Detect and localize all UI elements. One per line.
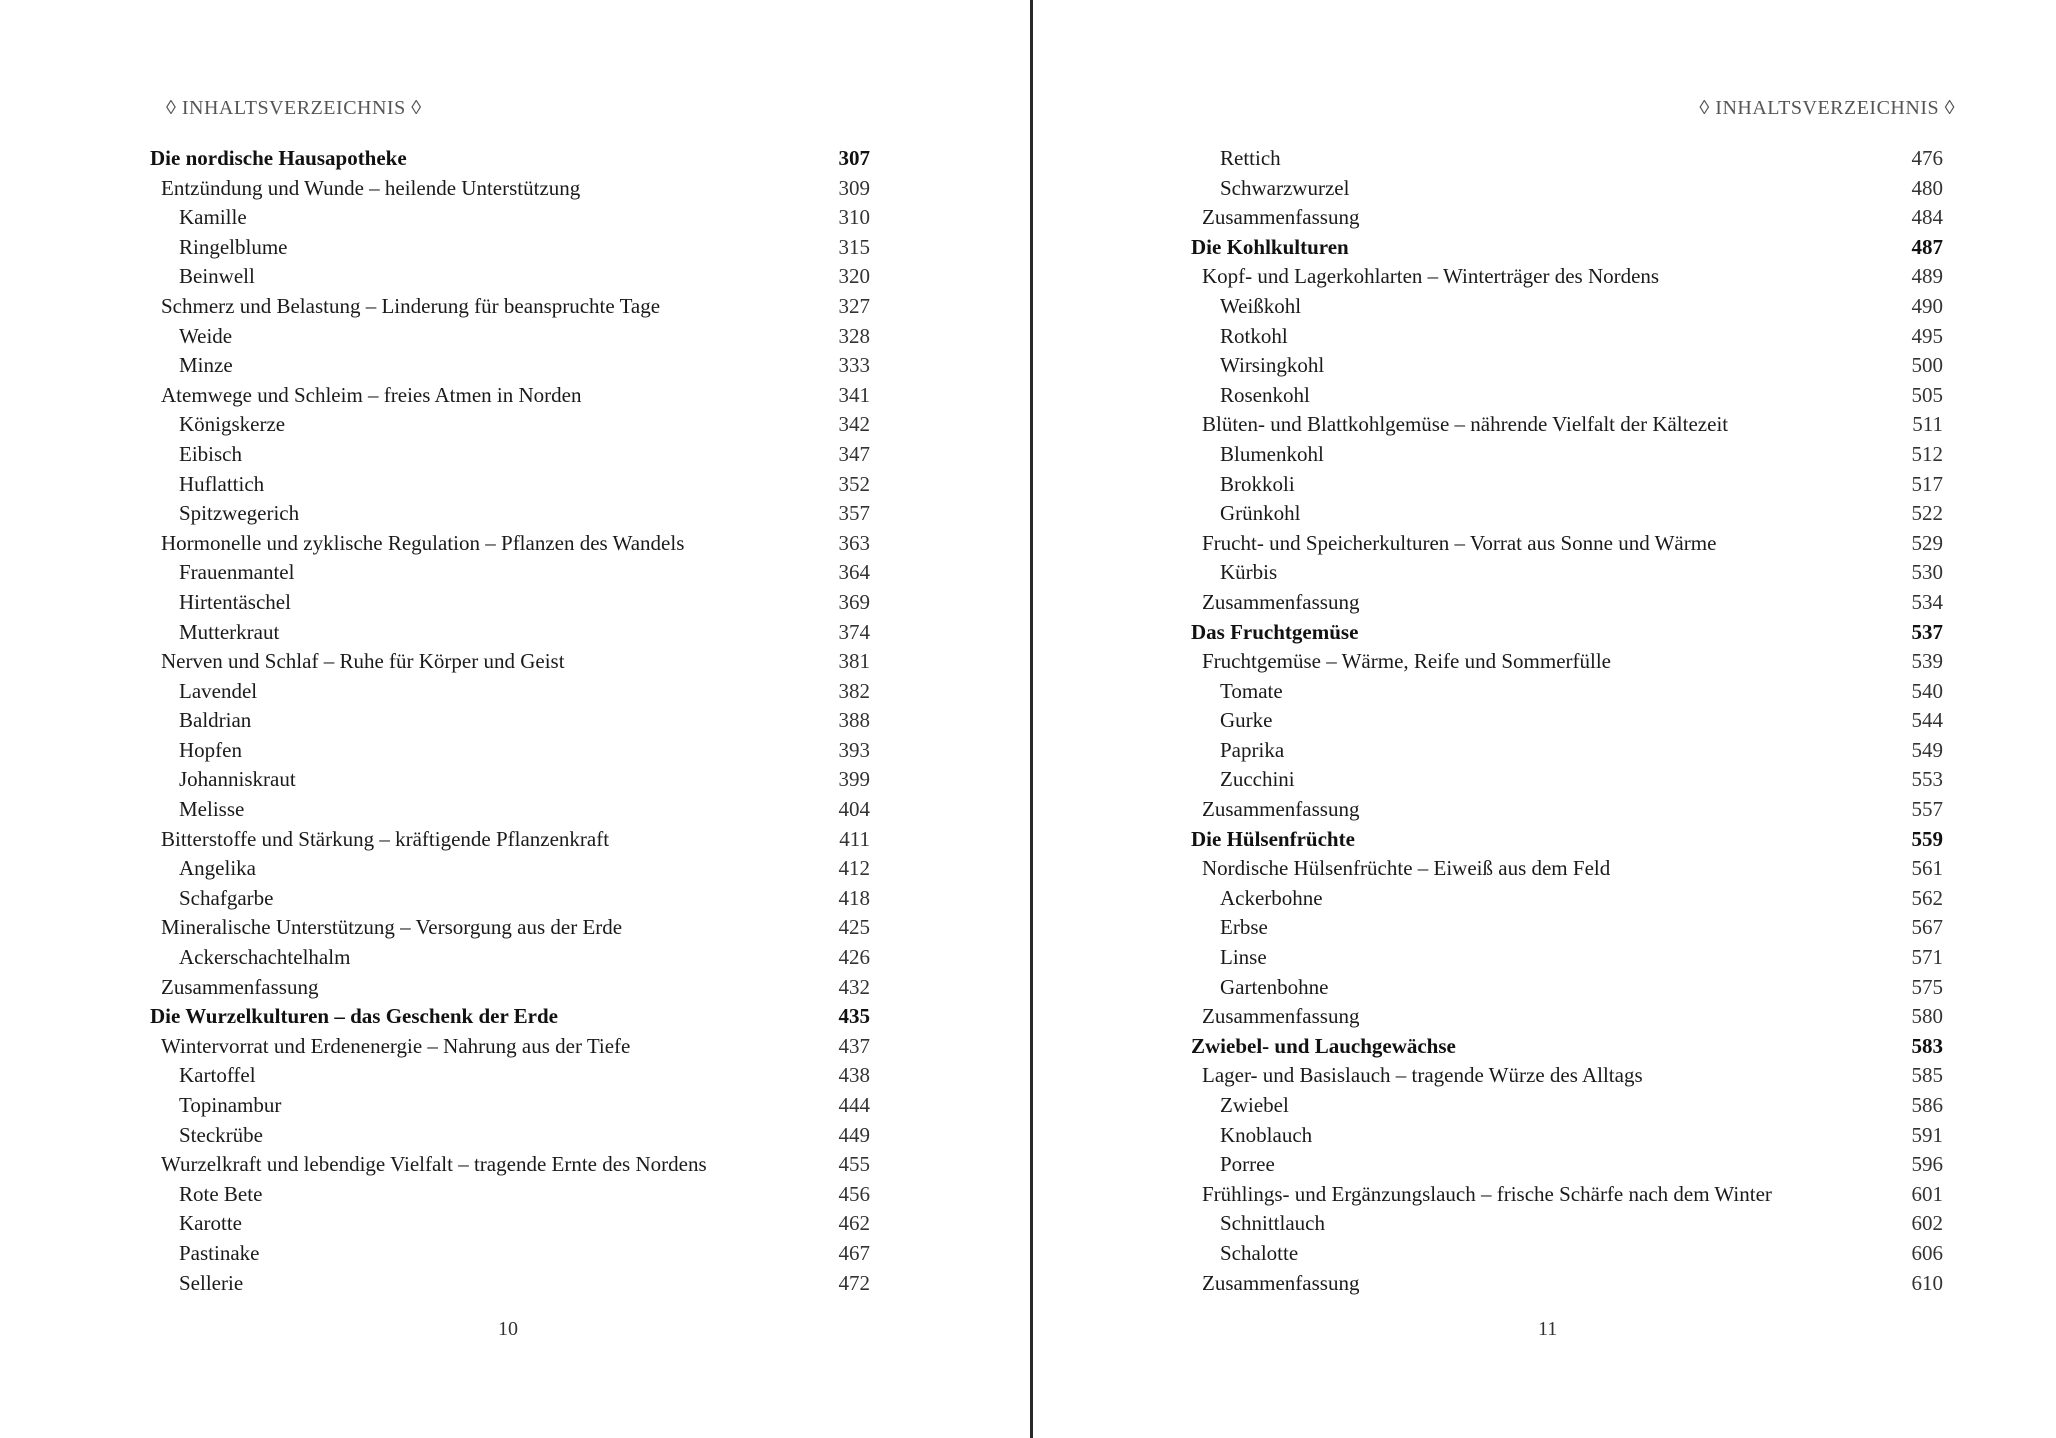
toc-entry-page: 557 (1911, 797, 1943, 822)
toc-subsection-entry (1191, 351, 1943, 381)
toc-chapter-entry (1191, 233, 1943, 263)
toc-subsection-entry (1191, 736, 1943, 766)
toc-entry-title: Zusammenfassung (161, 974, 319, 999)
toc-section-entry (1191, 1180, 1943, 1210)
toc-entry-page: 559 (1911, 826, 1943, 851)
toc-entry-page: 530 (1911, 560, 1943, 585)
toc-entry-title: Fruchtgemüse – Wärme, Reife und Sommerfülle (1202, 649, 1612, 674)
toc-subsection-entry (150, 1061, 870, 1091)
toc-entry-page: 571 (1911, 945, 1943, 970)
toc-subsection-entry (1191, 1091, 1943, 1121)
toc-chapter-entry (1191, 618, 1943, 648)
toc-entry-page: 333 (838, 353, 870, 378)
toc-entry-title: Zucchini (1220, 767, 1295, 792)
toc-section-entry (150, 1150, 870, 1180)
toc-subsection-entry (150, 499, 870, 529)
toc-entry-title: Schafgarbe (179, 885, 274, 910)
toc-entry-title: Wirsingkohl (1220, 353, 1325, 378)
page-number: 11 (1538, 1318, 1558, 1340)
toc-entry-title: Spitzwegerich (179, 501, 300, 526)
toc-subsection-entry (1191, 381, 1943, 411)
toc-subsection-entry (1191, 1239, 1943, 1269)
toc-entry-page: 476 (1911, 146, 1943, 170)
toc-entry-title: Pastinake (179, 1240, 260, 1265)
toc-entry-page: 602 (1911, 1211, 1943, 1236)
toc-entry-page: 412 (838, 856, 870, 881)
toc-subsection-entry (1191, 677, 1943, 707)
toc-entry-page: 393 (838, 737, 870, 762)
toc-entry-title: Atemwege und Schleim – freies Atmen in Norden (161, 382, 582, 407)
toc-entry-page: 320 (838, 264, 870, 289)
toc-entry-title: Rosenkohl (1220, 382, 1310, 407)
toc-entry-page: 544 (1911, 708, 1943, 733)
running-head: ◊ INHALTSVERZEICHNIS ◊ (166, 97, 422, 119)
toc-entry-title: Gurke (1220, 708, 1273, 733)
toc-entry-title: Ackerbohne (1220, 885, 1323, 910)
table-of-contents (1191, 144, 1943, 1298)
toc-entry-page: 561 (1911, 856, 1943, 881)
toc-entry-title: Schalotte (1220, 1240, 1299, 1265)
toc-subsection-entry (1191, 470, 1943, 500)
toc-section-entry (1191, 410, 1943, 440)
toc-subsection-entry (1191, 322, 1943, 352)
toc-section-entry (150, 973, 870, 1003)
toc-entry-page: 606 (1911, 1240, 1943, 1265)
toc-entry-page: 534 (1911, 589, 1943, 614)
right-page (1033, 0, 2056, 1438)
toc-subsection-entry (150, 262, 870, 292)
toc-entry-page: 456 (838, 1181, 870, 1206)
toc-entry-title: Schmerz und Belastung – Linderung für beanspruchte Tage (161, 293, 661, 318)
toc-entry-title: Minze (179, 353, 233, 378)
toc-entry-title: Zusammenfassung (1202, 205, 1360, 230)
toc-entry-page: 352 (838, 471, 870, 496)
toc-entry-title: Wintervorrat und Erdenenergie – Nahrung aus der Tiefe (161, 1033, 631, 1058)
toc-entry-page: 435 (838, 1004, 870, 1029)
toc-entry-page: 591 (1911, 1122, 1943, 1147)
toc-subsection-entry (150, 322, 870, 352)
toc-subsection-entry (1191, 943, 1943, 973)
toc-entry-title: Sellerie (179, 1270, 244, 1295)
toc-section-entry (1191, 647, 1943, 677)
toc-section-entry (1191, 529, 1943, 559)
toc-entry-title: Zusammenfassung (1202, 1004, 1360, 1029)
toc-subsection-entry (150, 1209, 870, 1239)
toc-entry-title: Bitterstoffe und Stärkung – kräftigende Pflanzenkraft (161, 826, 610, 851)
toc-entry-title: Nerven und Schlaf – Ruhe für Körper und Geist (161, 649, 565, 674)
toc-entry-title: Kopf- und Lagerkohlarten – Winterträger des Nordens (1202, 264, 1660, 289)
toc-entry-title: Zusammenfassung (1202, 589, 1360, 614)
toc-entry-title: Nordische Hülsenfrüchte – Eiweiß aus dem Feld (1202, 856, 1611, 881)
toc-subsection-entry (150, 470, 870, 500)
toc-entry-title: Die Wurzelkulturen – das Geschenk der Erde (150, 1004, 558, 1029)
toc-entry-title: Ringelblume (179, 234, 288, 259)
toc-entry-title: Schnittlauch (1220, 1211, 1325, 1236)
toc-entry-title: Entzündung und Wunde – heilende Unterstützung (161, 175, 581, 200)
toc-section-entry (1191, 1269, 1943, 1299)
toc-entry-page: 388 (838, 708, 870, 733)
toc-entry-title: Zwiebel (1220, 1093, 1289, 1117)
toc-section-entry (150, 529, 870, 559)
toc-subsection-entry (150, 558, 870, 588)
toc-entry-title: Huflattich (179, 471, 265, 496)
toc-entry-page: 505 (1911, 382, 1943, 407)
toc-subsection-entry (150, 1269, 870, 1299)
toc-entry-title: Lager- und Basislauch – tragende Würze des Alltags (1202, 1063, 1643, 1088)
toc-entry-title: Ackerschachtelhalm (179, 945, 351, 970)
toc-subsection-entry (1191, 558, 1943, 588)
toc-section-entry (1191, 203, 1943, 233)
toc-entry-title: Gartenbohne (1220, 974, 1329, 999)
toc-subsection-entry (1191, 706, 1943, 736)
toc-entry-title: Johanniskraut (179, 767, 296, 792)
toc-entry-page: 341 (838, 382, 870, 407)
toc-entry-page: 540 (1911, 678, 1943, 703)
toc-entry-title: Knoblauch (1220, 1122, 1313, 1147)
toc-subsection-entry (1191, 144, 1943, 174)
running-head: ◊ INHALTSVERZEICHNIS ◊ (1699, 97, 1955, 119)
toc-entry-page: 307 (838, 146, 870, 170)
toc-section-entry (1191, 262, 1943, 292)
toc-entry-page: 399 (838, 767, 870, 792)
toc-section-entry (1191, 588, 1943, 618)
toc-subsection-entry (1191, 765, 1943, 795)
toc-entry-page: 425 (838, 915, 870, 940)
toc-entry-page: 328 (838, 323, 870, 348)
toc-entry-title: Weißkohl (1220, 293, 1302, 318)
toc-subsection-entry (1191, 440, 1943, 470)
toc-entry-title: Linse (1220, 945, 1267, 970)
toc-entry-title: Blumenkohl (1220, 441, 1324, 466)
toc-section-entry (150, 381, 870, 411)
toc-subsection-entry (150, 706, 870, 736)
toc-entry-page: 411 (839, 826, 870, 851)
toc-entry-title: Hormonelle und zyklische Regulation – Pflanzen des Wandels (161, 530, 685, 555)
toc-entry-title: Rettich (1220, 146, 1281, 170)
toc-entry-title: Mutterkraut (179, 619, 280, 644)
toc-entry-page: 467 (838, 1240, 870, 1265)
toc-entry-page: 489 (1911, 264, 1943, 289)
toc-chapter-entry (150, 1002, 870, 1032)
toc-entry-title: Porree (1220, 1152, 1275, 1177)
toc-subsection-entry (150, 410, 870, 440)
toc-entry-title: Lavendel (179, 678, 258, 703)
toc-subsection-entry (150, 884, 870, 914)
toc-section-entry (150, 1032, 870, 1062)
toc-subsection-entry (150, 588, 870, 618)
toc-entry-title: Frühlings- und Ergänzungslauch – frische Schärfe nach dem Winter (1202, 1181, 1772, 1206)
toc-subsection-entry (150, 1121, 870, 1151)
toc-section-entry (1191, 1002, 1943, 1032)
toc-subsection-entry (150, 1180, 870, 1210)
page-number: 10 (498, 1318, 518, 1340)
toc-entry-page: 580 (1911, 1004, 1943, 1029)
toc-entry-title: Topinambur (179, 1093, 282, 1117)
toc-entry-title: Baldrian (179, 708, 252, 733)
toc-entry-page: 596 (1911, 1152, 1943, 1177)
toc-entry-title: Die Kohlkulturen (1191, 234, 1349, 259)
toc-entry-title: Brokkoli (1220, 471, 1295, 496)
toc-subsection-entry (150, 765, 870, 795)
toc-section-entry (1191, 854, 1943, 884)
toc-entry-title: Das Fruchtgemüse (1191, 619, 1359, 644)
toc-entry-title: Hopfen (179, 737, 242, 762)
toc-entry-title: Kamille (179, 205, 247, 230)
toc-entry-page: 537 (1911, 619, 1943, 644)
toc-entry-title: Die Hülsenfrüchte (1191, 826, 1355, 851)
toc-entry-title: Rotkohl (1220, 323, 1288, 348)
toc-entry-title: Kartoffel (179, 1063, 256, 1088)
toc-entry-page: 517 (1911, 471, 1943, 496)
toc-entry-page: 575 (1911, 974, 1943, 999)
toc-section-entry (1191, 795, 1943, 825)
toc-entry-page: 327 (838, 293, 870, 318)
toc-entry-page: 610 (1911, 1270, 1943, 1295)
toc-subsection-entry (150, 440, 870, 470)
toc-subsection-entry (1191, 499, 1943, 529)
toc-entry-page: 585 (1911, 1063, 1943, 1088)
toc-entry-page: 500 (1911, 353, 1943, 378)
toc-entry-title: Grünkohl (1220, 501, 1301, 526)
toc-entry-page: 310 (838, 205, 870, 230)
toc-entry-page: 462 (838, 1211, 870, 1236)
toc-entry-title: Tomate (1220, 678, 1283, 703)
toc-entry-title: Angelika (179, 856, 256, 881)
toc-entry-title: Melisse (179, 797, 245, 822)
toc-section-entry (150, 825, 870, 855)
toc-section-entry (150, 174, 870, 204)
toc-entry-page: 363 (838, 530, 870, 555)
toc-entry-page: 586 (1911, 1093, 1943, 1117)
toc-entry-page: 495 (1911, 323, 1943, 348)
toc-entry-page: 512 (1911, 441, 1943, 466)
toc-section-entry (150, 647, 870, 677)
toc-section-entry (1191, 1061, 1943, 1091)
toc-entry-page: 418 (838, 885, 870, 910)
toc-subsection-entry (150, 677, 870, 707)
toc-entry-page: 382 (838, 678, 870, 703)
toc-entry-title: Zusammenfassung (1202, 1270, 1360, 1295)
toc-entry-page: 444 (838, 1093, 870, 1117)
toc-subsection-entry (1191, 884, 1943, 914)
toc-subsection-entry (150, 736, 870, 766)
table-of-contents (150, 144, 870, 1298)
toc-entry-title: Frucht- und Speicherkulturen – Vorrat aus Sonne und Wärme (1202, 530, 1717, 555)
toc-entry-title: Blüten- und Blattkohlgemüse – nährende Vielfalt der Kältezeit (1202, 412, 1729, 437)
toc-entry-title: Schwarzwurzel (1220, 175, 1350, 200)
toc-entry-page: 381 (838, 649, 870, 674)
toc-subsection-entry (1191, 1121, 1943, 1151)
toc-entry-title: Karotte (179, 1211, 242, 1236)
toc-subsection-entry (150, 203, 870, 233)
toc-subsection-entry (1191, 1209, 1943, 1239)
toc-entry-page: 437 (838, 1033, 870, 1058)
toc-entry-page: 374 (838, 619, 870, 644)
toc-subsection-entry (1191, 174, 1943, 204)
toc-entry-title: Weide (179, 323, 233, 348)
toc-entry-title: Beinwell (179, 264, 255, 289)
toc-entry-page: 364 (838, 560, 870, 585)
toc-entry-page: 487 (1911, 234, 1943, 259)
toc-entry-page: 553 (1911, 767, 1943, 792)
toc-section-entry (150, 913, 870, 943)
toc-entry-page: 583 (1911, 1033, 1943, 1058)
toc-entry-page: 549 (1911, 737, 1943, 762)
toc-entry-page: 484 (1911, 205, 1943, 230)
toc-entry-page: 601 (1911, 1181, 1943, 1206)
toc-subsection-entry (1191, 292, 1943, 322)
toc-entry-page: 342 (838, 412, 870, 437)
toc-entry-page: 426 (838, 945, 870, 970)
toc-entry-title: Paprika (1220, 737, 1285, 762)
toc-entry-title: Steckrübe (179, 1122, 263, 1147)
toc-subsection-entry (1191, 1150, 1943, 1180)
toc-entry-title: Hirtentäschel (179, 589, 291, 614)
toc-entry-page: 455 (838, 1152, 870, 1177)
toc-entry-page: 472 (838, 1270, 870, 1295)
toc-subsection-entry (150, 1239, 870, 1269)
toc-entry-page: 567 (1911, 915, 1943, 940)
toc-entry-page: 315 (838, 234, 870, 259)
toc-subsection-entry (150, 351, 870, 381)
toc-entry-page: 357 (838, 501, 870, 526)
toc-chapter-entry (150, 144, 870, 174)
toc-subsection-entry (1191, 973, 1943, 1003)
toc-entry-title: Frauenmantel (179, 560, 295, 585)
toc-entry-title: Rote Bete (179, 1181, 263, 1206)
toc-entry-page: 490 (1911, 293, 1943, 318)
toc-chapter-entry (1191, 825, 1943, 855)
toc-entry-page: 529 (1911, 530, 1943, 555)
toc-entry-page: 369 (838, 589, 870, 614)
toc-section-entry (150, 292, 870, 322)
toc-entry-title: Kürbis (1220, 560, 1278, 585)
toc-subsection-entry (150, 854, 870, 884)
toc-chapter-entry (1191, 1032, 1943, 1062)
toc-entry-title: Zwiebel- und Lauchgewächse (1191, 1033, 1456, 1058)
toc-entry-title: Königskerze (179, 412, 286, 437)
toc-entry-page: 511 (1912, 412, 1943, 437)
toc-entry-page: 539 (1911, 649, 1943, 674)
toc-subsection-entry (150, 618, 870, 648)
toc-subsection-entry (150, 795, 870, 825)
toc-entry-page: 449 (838, 1122, 870, 1147)
toc-subsection-entry (1191, 913, 1943, 943)
toc-entry-page: 480 (1911, 175, 1943, 200)
toc-entry-page: 309 (838, 175, 870, 200)
toc-entry-page: 438 (838, 1063, 870, 1088)
toc-entry-title: Wurzelkraft und lebendige Vielfalt – tragende Ernte des Nordens (161, 1152, 707, 1177)
toc-entry-title: Eibisch (179, 441, 242, 466)
toc-subsection-entry (150, 233, 870, 263)
toc-entry-page: 522 (1911, 501, 1943, 526)
toc-subsection-entry (150, 1091, 870, 1121)
toc-entry-title: Erbse (1220, 915, 1268, 940)
toc-entry-title: Mineralische Unterstützung – Versorgung aus der Erde (161, 915, 623, 940)
toc-entry-title: Die nordische Hausapotheke (150, 146, 407, 170)
toc-entry-page: 347 (838, 441, 870, 466)
toc-entry-title: Zusammenfassung (1202, 797, 1360, 822)
toc-subsection-entry (150, 943, 870, 973)
toc-entry-page: 404 (838, 797, 870, 822)
toc-entry-page: 562 (1911, 885, 1943, 910)
toc-entry-page: 432 (838, 974, 870, 999)
